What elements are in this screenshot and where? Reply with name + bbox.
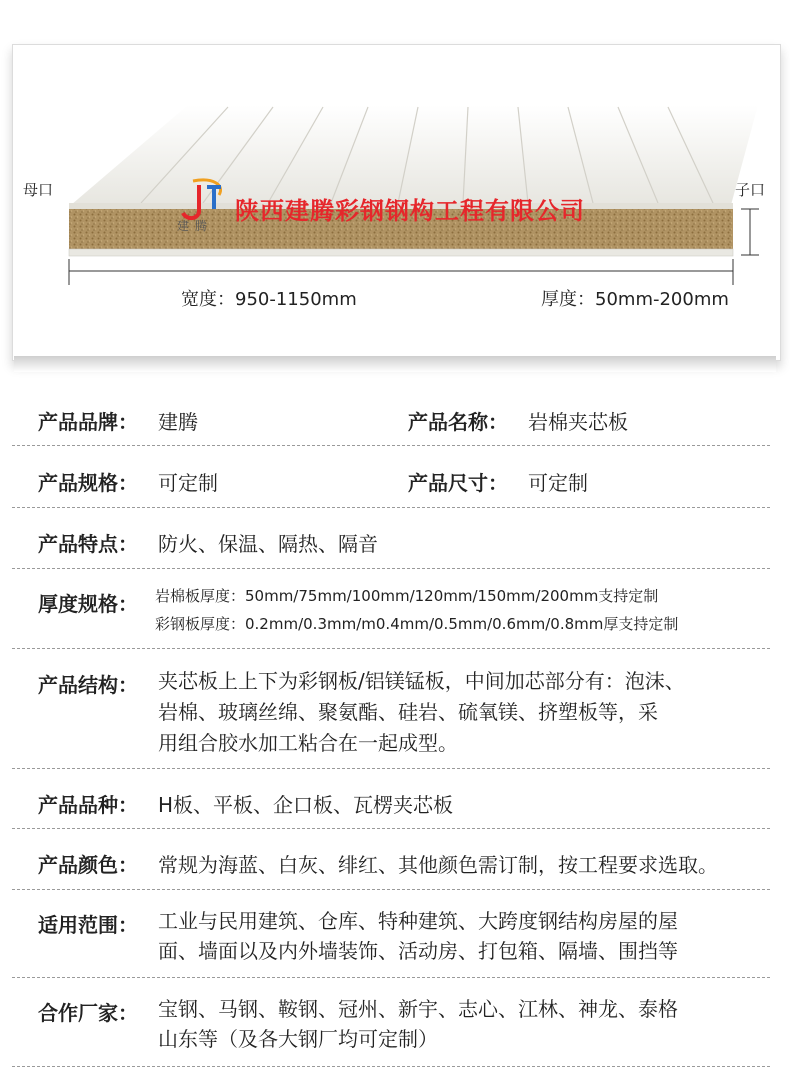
- company-name: 陕西建腾彩钢钢构工程有限公司: [235, 197, 585, 225]
- thickness-spec: 厚度：50mm-200mm: [541, 289, 729, 310]
- thickness-label: 厚度规格：: [38, 592, 138, 616]
- divider: [12, 977, 770, 978]
- spec-value: 可定制: [158, 471, 218, 495]
- feature-label: 产品特点：: [38, 532, 138, 556]
- structure-label: 产品结构：: [38, 673, 138, 697]
- brand-label: 产品品牌：: [38, 410, 138, 434]
- male-joint-label: 子口: [735, 181, 766, 199]
- brand-value: 建腾: [158, 410, 198, 434]
- structure-line-1: 夹芯板上上下为彩钢板/铝镁锰板，中间加芯部分有：泡沫、: [158, 669, 685, 693]
- product-name-label: 产品名称：: [408, 410, 508, 434]
- divider: [12, 648, 770, 649]
- usage-line-2: 面、墙面以及内外墙装饰、活动房、打包箱、隔墙、围挡等: [158, 939, 678, 963]
- divider: [12, 507, 770, 508]
- thickness-dimension-line: [741, 209, 759, 255]
- divider: [12, 889, 770, 890]
- variety-label: 产品品种：: [38, 793, 138, 817]
- bottom-steel-sheet: [69, 249, 733, 256]
- partner-line-2: 山东等（及各大钢厂均可定制）: [158, 1027, 438, 1051]
- divider: [12, 1066, 770, 1067]
- rockwool-thickness: 岩棉板厚度：50mm/75mm/100mm/120mm/150mm/200mm支持定制: [155, 587, 659, 605]
- divider: [12, 568, 770, 569]
- product-hero-image: [12, 44, 781, 361]
- spec-label: 产品规格：: [38, 471, 138, 495]
- width-spec: 宽度：950-1150mm: [181, 289, 357, 310]
- female-joint-label: 母口: [23, 181, 54, 199]
- partner-label: 合作厂家：: [38, 1001, 138, 1025]
- size-value: 可定制: [528, 471, 588, 495]
- feature-value: 防火、保温、隔热、隔音: [158, 532, 378, 556]
- structure-line-3: 用组合胶水加工粘合在一起成型。: [158, 731, 458, 755]
- divider: [12, 445, 770, 446]
- divider: [12, 828, 770, 829]
- partner-line-1: 宝钢、马钢、鞍钢、冠州、新宇、志心、江林、神龙、泰格: [158, 997, 678, 1021]
- logo-text: 建腾: [177, 219, 214, 233]
- steel-thickness: 彩钢板厚度：0.2mm/0.3mm/m0.4mm/0.5mm/0.6mm/0.8mm厚支持定制: [155, 615, 679, 633]
- usage-label: 适用范围：: [38, 913, 138, 937]
- variety-value: H板、平板、企口板、瓦楞夹芯板: [158, 793, 454, 817]
- divider: [12, 768, 770, 769]
- hero-shadow: [14, 356, 776, 372]
- width-dimension-line: [69, 259, 733, 285]
- product-name-value: 岩棉夹芯板: [528, 410, 628, 434]
- color-value: 常规为海蓝、白灰、绯红、其他颜色需订制，按工程要求选取。: [158, 853, 718, 877]
- color-label: 产品颜色：: [38, 853, 138, 877]
- size-label: 产品尺寸：: [408, 471, 508, 495]
- usage-line-1: 工业与民用建筑、仓库、特种建筑、大跨度钢结构房屋的屋: [158, 909, 678, 933]
- structure-line-2: 岩棉、玻璃丝绵、聚氨酯、硅岩、硫氧镁、挤塑板等，采: [158, 700, 658, 724]
